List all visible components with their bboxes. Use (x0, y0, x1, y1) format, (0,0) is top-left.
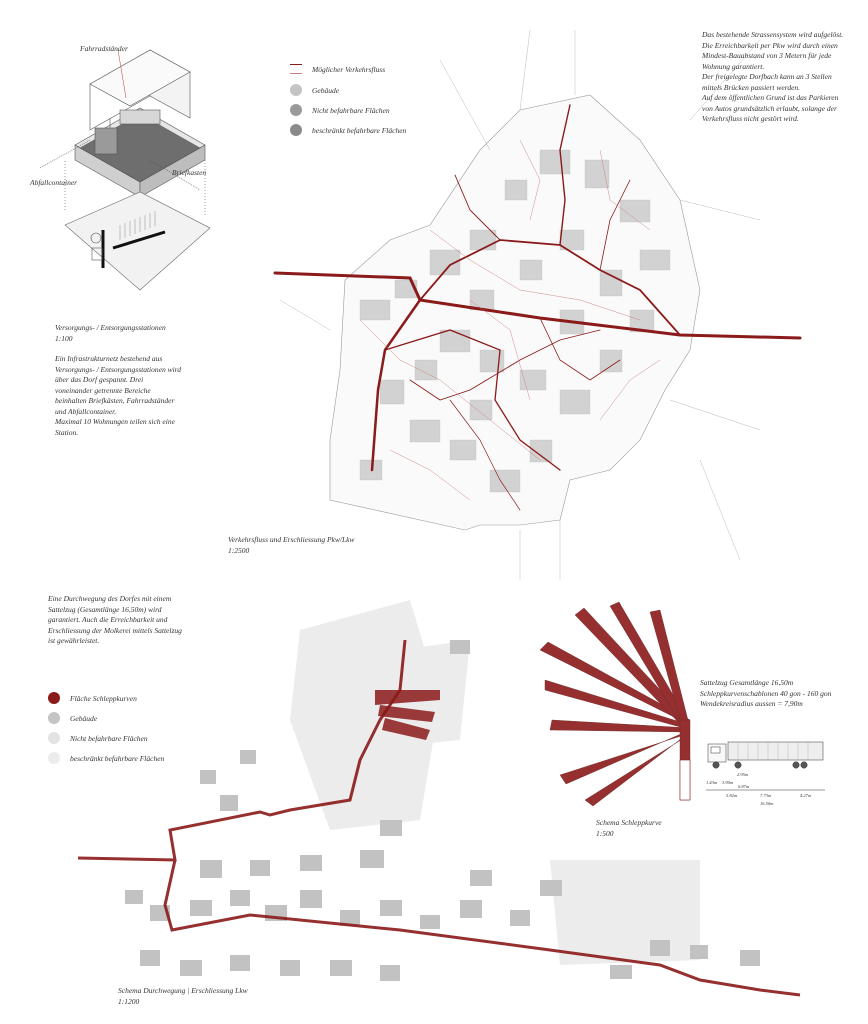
top-intro-text: Das bestehende Strassensystem wird aufgelöst. Die Erreichbarkeit per Pkw wird durch einen Mindest-Bauabstand von 3 Metern für jede Wohnung garantiert. Der freigelegte Dorfbach kann an 3 Stellen mittels Brücken passiert werden. Auf dem öffentlichen Grund ist das Parkieren von Autos grundsätzlich erlaubt, solange der Verkehrsfluss nicht gestört wird. (702, 30, 844, 123)
village-map-bottom (78, 600, 800, 995)
no-drive-icon (48, 732, 60, 744)
dim-4: 2.95m (737, 772, 749, 777)
traffic-flow-icon (290, 64, 302, 74)
dim-1: 1.43m (706, 780, 718, 785)
dim-2: 3.90m (722, 780, 734, 785)
legend-item-swept: Fläche Schleppkurven (48, 692, 137, 704)
building-icon (48, 712, 60, 724)
legend-item-no-drive-2: Nicht befahrbare Flächen (48, 732, 148, 744)
legend-item-building: Gebäude (290, 84, 339, 96)
legend-item-no-drive: Nicht befahrbare Flächen (290, 104, 390, 116)
dim-3: 0.87m (738, 784, 750, 789)
legend-item-limited: beschränkt befahrbare Flächen (290, 124, 406, 136)
bottom-map-caption: Schema Durchwegung | Erschliessung Lkw 1:1200 (118, 986, 248, 1006)
swept-path-stem (680, 760, 690, 800)
dim-5: 3.82m (726, 793, 738, 798)
legend-item-building-2: Gebäude (48, 712, 97, 724)
station-description: Ein Infrastrukturnetz bestehend aus Versorgungs- / Entsorgungsstationen wird über das Dorf gespannt. Drei voneinander getrennte Bereiche beinhalten Briefkästen, Fahrradständer und Abfallcontainer. Maximal 10 Wohnungen teilen sich eine Station. (55, 354, 182, 437)
legend-item-limited-2: beschränkt befahrbare Flächen (48, 752, 164, 764)
truck-spec-text: Sattelzug Gesamtlänge 16,50m Schleppkurvenschablonen 40 gon - 160 gon Wendekreisradius aussen = 7,90m (700, 678, 832, 708)
limited-drive-icon (48, 752, 60, 764)
limited-drive-icon (290, 124, 302, 136)
no-drive-icon (290, 104, 302, 116)
top-map-caption: Verkehrsfluss und Erschliessung Pkw/Lkw 1:2500 (228, 535, 355, 555)
building-icon (290, 84, 302, 96)
label-waste: Abfallcontainer (30, 178, 78, 187)
schema-caption: Schema Schleppkurve 1:500 (596, 818, 662, 838)
legend-item-traffic: Möglicher Verkehrsfluss (290, 64, 385, 74)
swept-path-icon (48, 692, 60, 704)
dim-total: 16.50m (760, 801, 774, 806)
swept-path-fan (540, 602, 690, 806)
label-mailbox: Briefkasten (172, 168, 207, 177)
label-bike-rack: Fahrradständer (80, 44, 128, 53)
station-axonometric (40, 50, 205, 215)
station-plan (65, 192, 210, 290)
dim-6: 7.73m (760, 793, 772, 798)
station-title: Versorgungs- / Entsorgungsstationen 1:100 (55, 323, 166, 343)
dim-7: 4.27m (800, 793, 812, 798)
bottom-intro-text: Eine Durchwegung des Dorfes mit einem Sattelzug (Gesamtlänge 16,50m) wird garantiert. Auch die Erreichbarkeit und Erschliessung der Molkerei mittels Sattelzug ist gewährleistet. (48, 594, 182, 645)
